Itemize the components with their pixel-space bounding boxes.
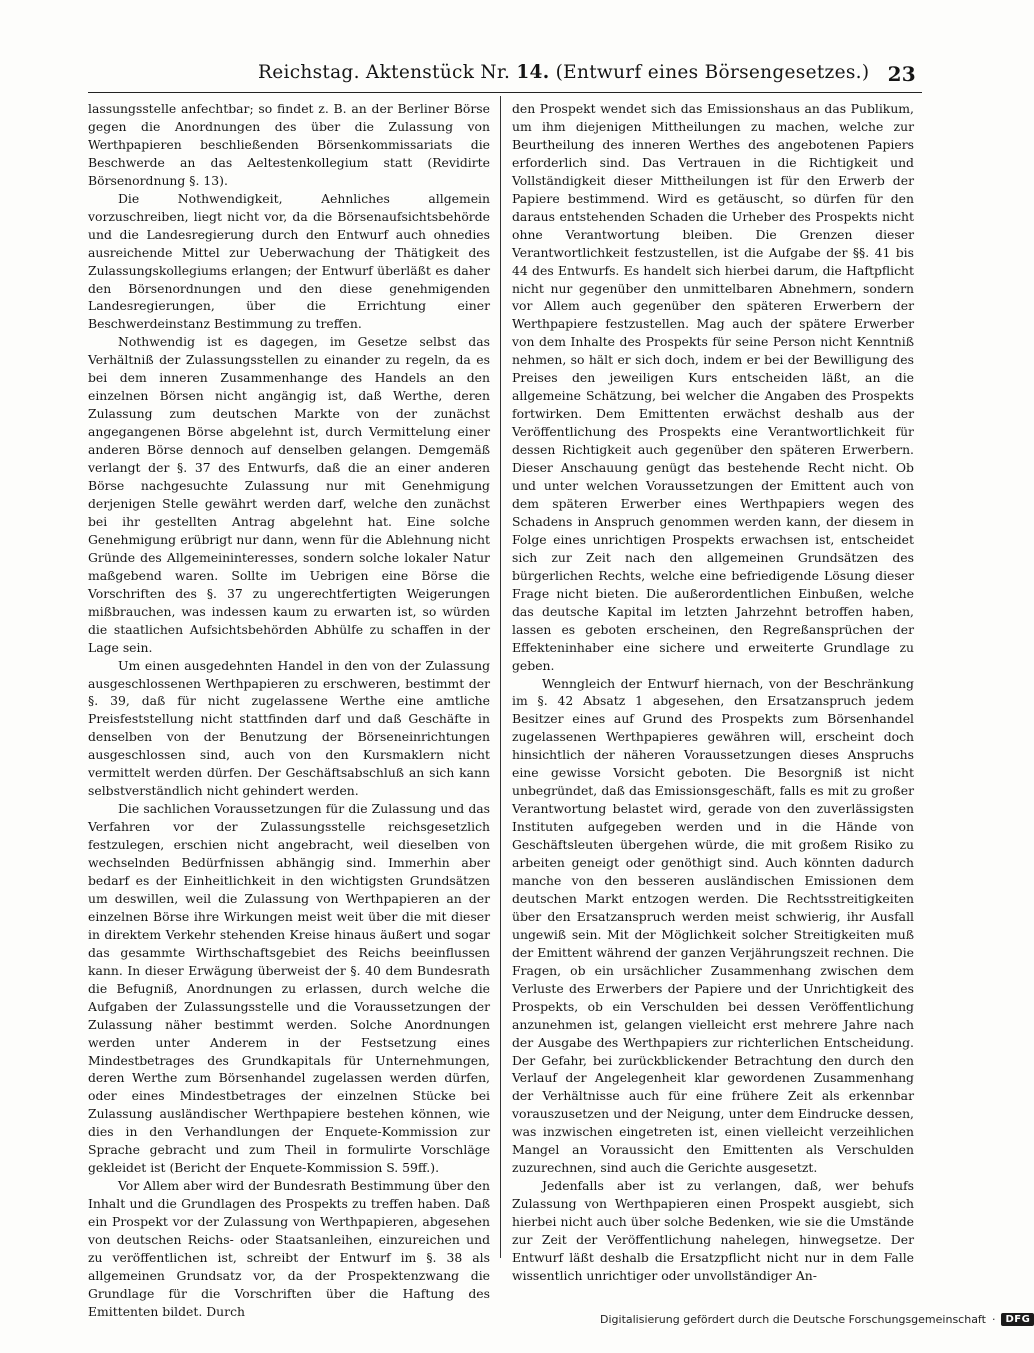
running-header xyxy=(88,60,922,88)
page-number: 23 xyxy=(887,62,916,86)
paragraph: den Prospekt wendet sich das Emissionshaus an das Publikum, um ihm diejenigen Mittheilungen zu machen, welche zur Beurtheilung des inneren Werthes des angebotenen Papiers erforderlich sind. Das Vertrauen in die Richtigkeit und Vollständigkeit dieser Mittheilungen ist für den Erwerb der Papiere bestimmend. Wird es getäuscht, so dürfen für den daraus entstehenden Schaden die Urheber des Prospekts nicht ohne Verantwortung bleiben. Die Grenzen dieser Verantwortlichkeit festzustellen, ist die Aufgabe der §§. 41 bis 44 des Entwurfs. Es handelt sich hierbei darum, die Haftpflicht nicht nur gegenüber den unmittelbaren Abnehmern, sondern vor Allem auch gegenüber den späteren Erwerbern der Werthpapiere festzustellen. Mag auch der spätere Erwerber von dem Inhalte des Prospekts für seine Person nicht Kenntniß nehmen, so hält er sich doch, indem er bei der Bewilligung des Preises den jeweiligen Kurs entscheiden läßt, an die allgemeine Schätzung, bei welcher die Angaben des Prospekts fortwirken. Dem Emittenten erwächst deshalb aus der Veröffentlichung des Prospekts eine Verantwortlichkeit für dessen Richtigkeit auch gegenüber den späteren Erwerbern. Dieser Anschauung genügt das bestehende Recht nicht. Ob und unter welchen Voraussetzungen der Emittent auch von dem späteren Erwerber eines Werthpapiers wegen des Schadens in Anspruch genommen werden kann, der diesem in Folge eines unrichtigen Prospekts erwachsen ist, entscheidet sich zur Zeit nach den allgemeinen Grundsätzen des bürgerlichen Rechts, welche eine befriedigende Lösung dieser Frage nicht bieten. Die außerordentlichen Einbußen, welche das deutsche Kapital im letzten Jahrzehnt betroffen haben, lassen es geboten erscheinen, den Regreßansprüchen der Effekteninhaber eine sichere und erweiterte Grundlage zu geben. xyxy=(512,101,914,673)
paragraph: Wenngleich der Entwurf hiernach, von der Beschränkung im §. 42 Absatz 1 abgesehen, den Ersatzanspruch jedem Besitzer eines auf Grund des Prospekts zum Börsenhandel zugelassenen Werthpapieres gewähren will, erscheint doch hinsichtlich der näheren Voraussetzungen dieses Anspruchs eine gewisse Vorsicht geboten. Die Besorgniß ist nicht unbegründet, daß das Emissionsgeschäft, falls es mit zu großer Verantwortung belastet wird, gerade von den zuverlässigsten Instituten aufgegeben werden und in die Hände von Geschäftsleuten übergehen würde, die mit großem Risiko zu arbeiten geneigt oder genöthigt sind. Auch könnten dadurch manche von den besseren ausländischen Emissionen dem deutschen Markt entzogen werden. Die Rechtsstreitigkeiten über den Ersatzanspruch werden meist schwierig, ihr Ausfall ungewiß sein. Mit der Möglichkeit solcher Streitigkeiten muß der Emittent während der ganzen Verjährungszeit rechnen. Die Fragen, ob ein ursächlicher Zusammenhang zwischen dem Verluste des Erwerbers der Papiere und der Unrichtigkeit des Prospekts, ob ein Verschulden bei dessen Veröffentlichung anzunehmen ist, gelangen vielleicht erst mehrere Jahre nach der Ausgabe des Werthpapiers zur richterlichen Entscheidung. Der Gefahr, bei zurückblickender Betrachtung den durch den Verlauf der Angelegenheit klar gewordenen Zusammenhang der Verhältnisse auch für eine frühere Zeit als erkennbar vorauszusetzen und der Neigung, unter dem Eindrucke dessen, was inzwischen eingetreten ist, einen vielleicht verzeihlichen Mangel an Voraussicht den Emittenten als Verschulden zuzurechnen, sind auch die Gerichte ausgesetzt. xyxy=(512,675,914,1176)
header-rule xyxy=(88,92,922,93)
right-column xyxy=(512,100,914,1285)
paragraph: Die sachlichen Voraussetzungen für die Zulassung und das Verfahren vor der Zulassungsstelle reichsgesetzlich festzulegen, erschien nicht angebracht, weil dieselben von wechselnden Bedürfnissen abhängig sind. Immerhin aber bedarf es der Einheitlichkeit in den wichtigsten Grundsätzen um deswillen, weil die Zulassung von Werthpapieren an der einzelnen Börse ihre Wirkungen meist weit über die mit dieser in direktem Verkehr stehenden Kreise hinaus äußert und sogar das gesammte Wirthschaftsgebiet des Reichs beeinflussen kann. In dieser Erwägung überweist der §. 40 dem Bundesrath die Befugniß, Anordnungen zu erlassen, durch welche die Aufgaben der Zulassungsstelle und die Voraussetzungen der Zulassung näher bestimmt werden. Solche Anordnungen werden unter Anderem in der Festsetzung eines Mindestbetrages des Grundkapitals für Unternehmungen, deren Werthe zum Börsenhandel zugelassen werden dürfen, oder eines Mindestbetrages der einzelnen Stücke bei Zulassung ausländischer Werthpapiere bestehen können, wie dies in den Verhandlungen der Enquete-Kommission zur Sprache gebracht und zum Theil in formulirte Vorschläge gekleidet ist (Bericht der Enquete-Kommission S. 59ff.). xyxy=(88,801,490,1176)
paragraph: Um einen ausgedehnten Handel in den von der Zulassung ausgeschlossenen Werthpapieren zu erschweren, bestimmt der §. 39, daß für nicht zugelassene Werthe eine amtliche Preisfeststellung nicht stattfinden darf und daß Geschäfte in denselben von der Benutzung der Börseneinrichtungen ausgeschlossen sind, auch von den Kursmaklern nicht vermittelt werden dürfen. Der Geschäftsabschluß an sich kann selbstverständlich nicht gehindert werden. xyxy=(88,657,490,799)
column-divider xyxy=(500,96,501,1258)
paragraph: Jedenfalls aber ist zu verlangen, daß, wer behufs Zulassung von Werthpapieren einen Prospekt ausgiebt, sich hierbei nicht auch über solche Bedenken, wie sie die Umstände zur Zeit der Veröffentlichung nahelegen, hinwegsetze. Der Entwurf läßt deshalb die Ersatzpflicht nicht nur in dem Falle wissentlich unrichtiger oder unvollständiger An- xyxy=(512,1178,914,1283)
footer-credit: Digitalisierung gefördert durch die Deutsche Forschungsgemeinschaft · DFG xyxy=(600,1313,1034,1326)
paragraph: Vor Allem aber wird der Bundesrath Bestimmung über den Inhalt und die Grundlagen des Prospekts zu treffen haben. Daß ein Prospekt vor der Zulassung von Werthpapieren, abgesehen von deutschen Reichs- oder Staatsanleihen, einzureichen und zu veröffentlichen ist, schreibt der Entwurf im §. 38 als allgemeinen Grundsatz vor, da der Prospektenzwang die Grundlage für die Vorschriften über die Haftung des Emittenten bildet. Durch xyxy=(88,1178,490,1319)
header-title-number: 14. xyxy=(516,62,550,83)
header-title xyxy=(258,62,869,83)
dfg-logo-icon: DFG xyxy=(1001,1313,1034,1326)
paragraph: Die Nothwendigkeit, Aehnliches allgemein vorzuschreiben, liegt nicht vor, da die Börsenaufsichtsbehörde und die Landesregierung durch den Entwurf auch ohnedies ausreichende Mittel zur Ueberwachung der Thätigkeit des Zulassungskollegiums erlangen; der Entwurf überläßt es daher den Börsenordnungen und den diese genehmigenden Landesregierungen, über die Errichtung einer Beschwerdeinstanz Bestimmung zu treffen. xyxy=(88,190,490,332)
paragraph: Nothwendig ist es dagegen, im Gesetze selbst das Verhältniß der Zulassungsstellen zu einander zu regeln, da es bei dem inneren Zusammenhange des Handels an den einzelnen Börsen nicht angängig ist, daß Werthe, deren Zulassung zum deutschen Markte von der zunächst angegangenen Börse abgelehnt ist, durch Vermittelung einer anderen Börse dennoch auf denselben gelangen. Demgemäß verlangt der §. 37 des Entwurfs, daß die an einer anderen Börse nachgesuchte Zulassung nur mit Genehmigung derjenigen Stelle gewährt werden darf, welche den zunächst bei ihr gestellten Antrag abgelehnt hat. Eine solche Genehmigung erübrigt nur dann, wenn für die Ablehnung nicht Gründe des Allgemeininteresses, sondern solche lokaler Natur maßgebend waren. Sollte im Uebrigen eine Börse die Vorschriften des §. 37 zu ungerechtfertigten Weigerungen mißbrauchen, was indessen kaum zu erwarten ist, so würden die staatlichen Aufsichtsbehörden Abhülfe zu schaffen in der Lage sein. xyxy=(88,334,490,655)
left-column xyxy=(88,100,490,1321)
paragraph: lassungsstelle anfechtbar; so findet z. B. an der Berliner Börse gegen die Anordnungen des über die Zulassung von Werthpapieren beschließenden Börsenkommissariats die Beschwerde an das Aeltestenkollegium statt (Revidirte Börsenordnung §. 13). xyxy=(88,101,490,188)
header-title-suffix: (Entwurf eines Börsengesetzes.) xyxy=(555,62,870,83)
footer-text: Digitalisierung gefördert durch die Deutsche Forschungsgemeinschaft xyxy=(600,1313,986,1326)
header-title-prefix: Reichstag. Aktenstück Nr. xyxy=(258,62,511,83)
